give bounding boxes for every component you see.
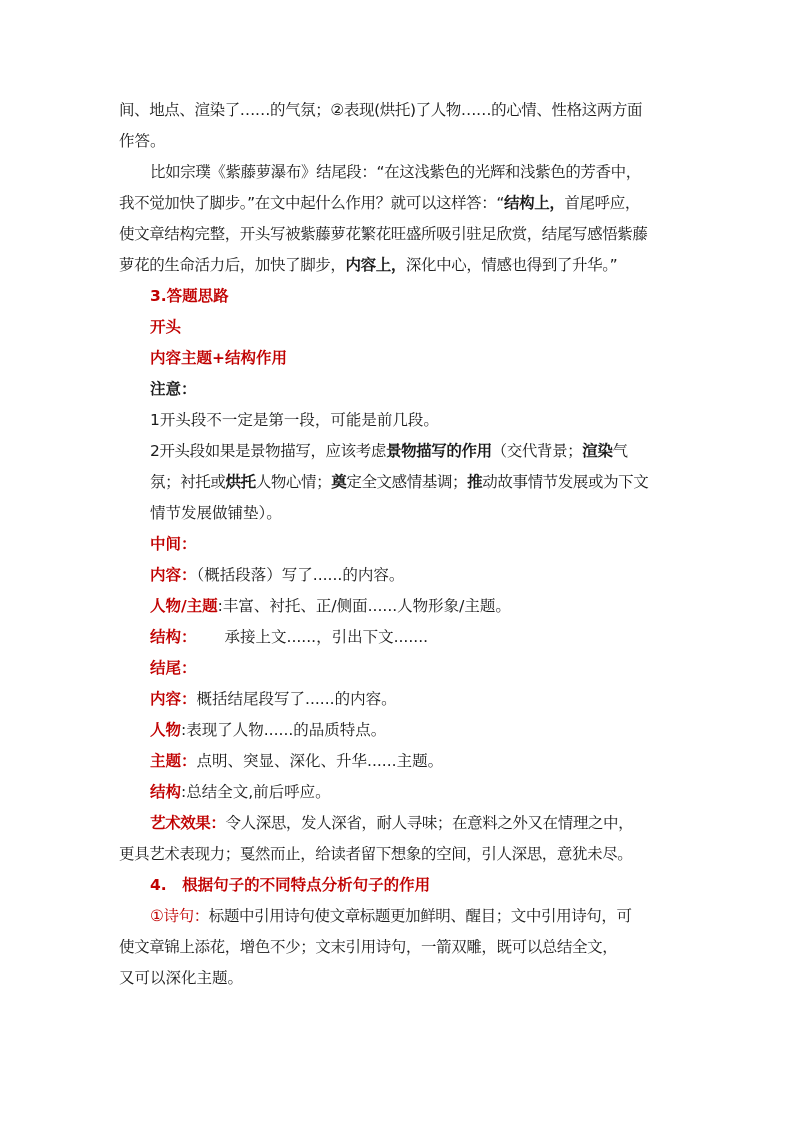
text-run: 定全文感情基调； xyxy=(346,473,468,491)
text-run: 深化中心，情感也得到了升华。” xyxy=(405,256,618,274)
item-text: 承接上文......，引出下文....... xyxy=(224,628,429,646)
section-heading: 4. 根据句子的不同特点分析句子的作用 xyxy=(150,876,431,894)
paragraph-line: 作答。 xyxy=(119,132,166,150)
item-text: 令人深思，发人深省，耐人寻味；在意料之外又在情理之中， xyxy=(225,814,634,832)
paragraph-line: 间、地点、渲染了……的气氛；②表现(烘托)了人物……的心情、性格这两方面 xyxy=(119,101,643,119)
text-run: 萝花的生命活力后，加快了脚步， xyxy=(119,256,346,274)
item-line xyxy=(119,560,689,591)
bold-text: 景物描写的作用 xyxy=(385,442,492,460)
bold-text: 内容上， xyxy=(345,256,406,274)
note-label: 注意： xyxy=(150,380,197,398)
bold-text: 烘托 xyxy=(225,473,256,491)
item-label: 内容： xyxy=(150,566,197,584)
note-item xyxy=(119,436,689,467)
text-run: 气 xyxy=(612,442,628,460)
document-page xyxy=(119,95,689,994)
formula-heading: 内容主题+结构作用 xyxy=(150,349,287,367)
bold-text: 奠 xyxy=(331,473,347,491)
item-line xyxy=(119,777,689,808)
bold-text: 推 xyxy=(467,473,483,491)
section-heading: 3.答题思路 xyxy=(150,287,229,305)
paragraph-line: 更具艺术表现力；戛然而止，给读者留下想象的空间，引人深思，意犹未尽。 xyxy=(119,845,633,863)
subheading-end: 结尾： xyxy=(150,659,197,677)
item-line xyxy=(119,901,689,932)
note-item: 1开头段不一定是第一段，可能是前几段。 xyxy=(150,411,439,429)
item-text: :丰富、衬托、正/侧面......人物形象/主题。 xyxy=(217,597,511,615)
subheading-middle: 中间： xyxy=(150,535,197,553)
item-text: :总结全文,前后呼应。 xyxy=(181,783,331,801)
item-label: 内容： xyxy=(150,690,197,708)
note-item: 情节发展做铺垫）。 xyxy=(150,504,282,522)
text-run: 首尾呼应， xyxy=(564,194,640,212)
item-line xyxy=(119,715,689,746)
item-label: 主题： xyxy=(150,752,197,770)
item-line xyxy=(119,622,689,653)
text-run: 人物心情； xyxy=(255,473,332,491)
item-line xyxy=(119,591,689,622)
item-label: 人物/主题 xyxy=(150,597,218,615)
text-run: 动故事情节发展或为下文 xyxy=(482,473,649,491)
paragraph-line: 又可以深化主题。 xyxy=(119,969,244,987)
item-text: :表现了人物......的品质特点。 xyxy=(181,721,387,739)
item-text: （概括段落）写了......的内容。 xyxy=(196,566,405,584)
item-label: 艺术效果： xyxy=(150,814,226,832)
paragraph-line: 使文章锦上添花，增色不少；文末引用诗句，一箭双雕，既可以总结全文， xyxy=(119,938,618,956)
item-label: 结构 xyxy=(150,783,182,801)
text-run: （交代背景； xyxy=(491,442,583,460)
text-run: 我不觉加快了脚步。”在文中起什么作用？就可以这样答：“ xyxy=(119,194,505,212)
item-text: 标题中引用诗句使文章标题更加鲜明、醒目；文中引用诗句，可 xyxy=(208,907,632,925)
item-line xyxy=(119,808,689,839)
paragraph-line: 比如宗璞《紫藤萝瀑布》结尾段：“在这浅紫色的光辉和浅紫色的芳香中， xyxy=(150,163,641,181)
paragraph-line xyxy=(119,188,689,219)
item-line xyxy=(119,684,689,715)
item-label: 结构： xyxy=(150,628,197,646)
bold-text: 结构上， xyxy=(504,194,565,212)
text-run: 氛；衬托或 xyxy=(150,473,226,491)
note-item xyxy=(119,467,689,498)
item-text: 概括结尾段写了......的内容。 xyxy=(196,690,397,708)
item-label: 人物 xyxy=(150,721,182,739)
text-run: 2开头段如果是景物描写，应该考虑 xyxy=(150,442,386,460)
item-label: ①诗句： xyxy=(150,907,209,925)
item-text: 点明、突显、深化、升华......主题。 xyxy=(196,752,444,770)
bold-text: 渲染 xyxy=(582,442,613,460)
subheading-start: 开头 xyxy=(150,318,182,336)
paragraph-line xyxy=(119,250,689,281)
item-line xyxy=(119,746,689,777)
paragraph-line: 使文章结构完整，开头写被紫藤萝花繁花旺盛所吸引驻足欣赏，结尾写感悟紫藤 xyxy=(119,225,648,243)
